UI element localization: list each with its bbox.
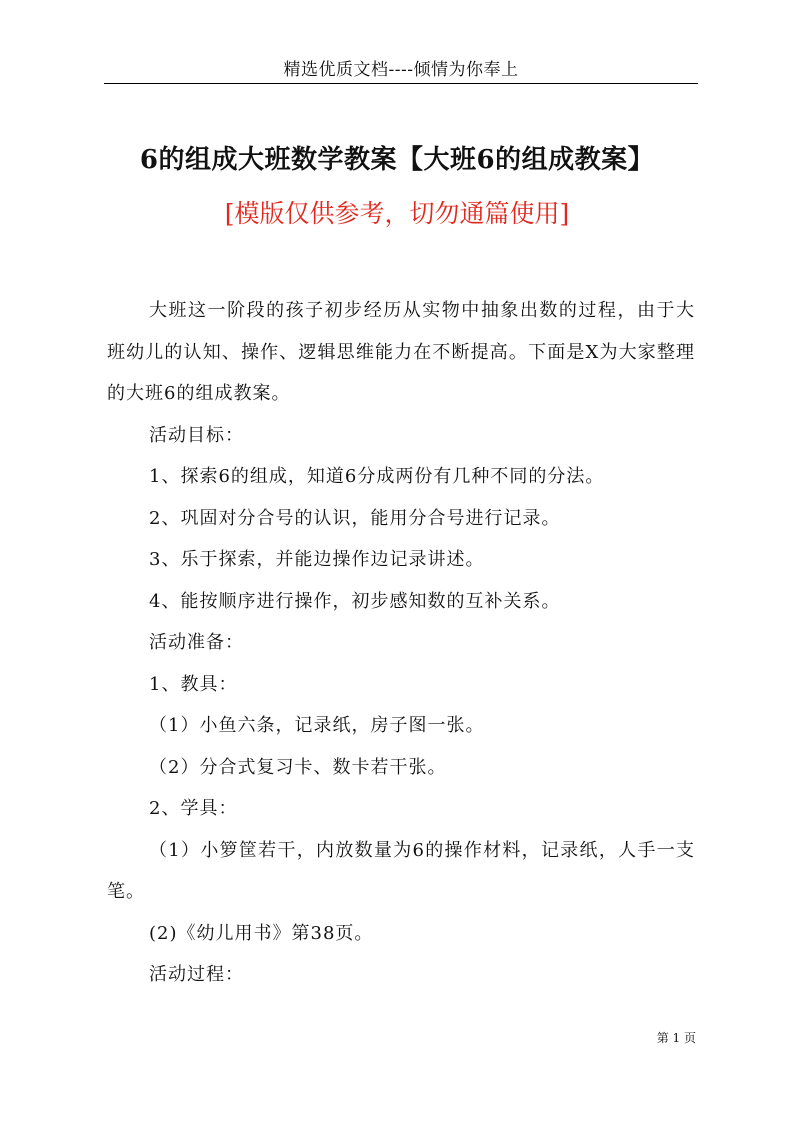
page-number: 第 1 页 — [656, 1031, 696, 1045]
page-header: 精选优质文档----倾情为你奉上 — [283, 60, 519, 80]
document-body — [107, 290, 695, 996]
document-title: 6的组成大班数学教案【大班6的组成教案】 — [139, 145, 655, 175]
section-heading-goals: 活动目标： — [149, 424, 244, 446]
section-heading-preparation: 活动准备： — [149, 632, 244, 653]
preparation-item: 2、学具： — [149, 798, 238, 819]
goal-item: 3、乐于探索，并能边操作边记录讲述。 — [149, 549, 485, 570]
intro-paragraph: 大班这一阶段的孩子初步经历从实物中抽象出数的过程，由于大班幼儿的认知、操作、逻辑思维能力在不断提高。下面是X为大家整理的大班6的组成教案。 — [107, 300, 695, 404]
goal-item: 2、巩固对分合号的认识，能用分合号进行记录。 — [149, 507, 561, 529]
preparation-subitem: （1）小鱼六条，记录纸，房子图一张。 — [149, 715, 485, 736]
goal-item: 1、探索6的组成，知道6分成两份有几种不同的分法。 — [149, 466, 605, 487]
preparation-subitem: （2）分合式复习卡、数卡若干张。 — [149, 756, 447, 778]
header-divider — [104, 83, 698, 84]
template-notice: [模版仅供参考，切勿通篇使用] — [224, 199, 570, 228]
preparation-item: 1、教具： — [149, 673, 238, 695]
preparation-subitem: (2)《幼儿用书》第38页。 — [149, 922, 374, 944]
goal-item: 4、能按顺序进行操作，初步感知数的互补关系。 — [149, 590, 561, 612]
preparation-subitem: （1）小箩筐若干，内放数量为6的操作材料，记录纸，人手一支笔。 — [107, 839, 695, 902]
section-heading-process: 活动过程： — [149, 964, 244, 985]
